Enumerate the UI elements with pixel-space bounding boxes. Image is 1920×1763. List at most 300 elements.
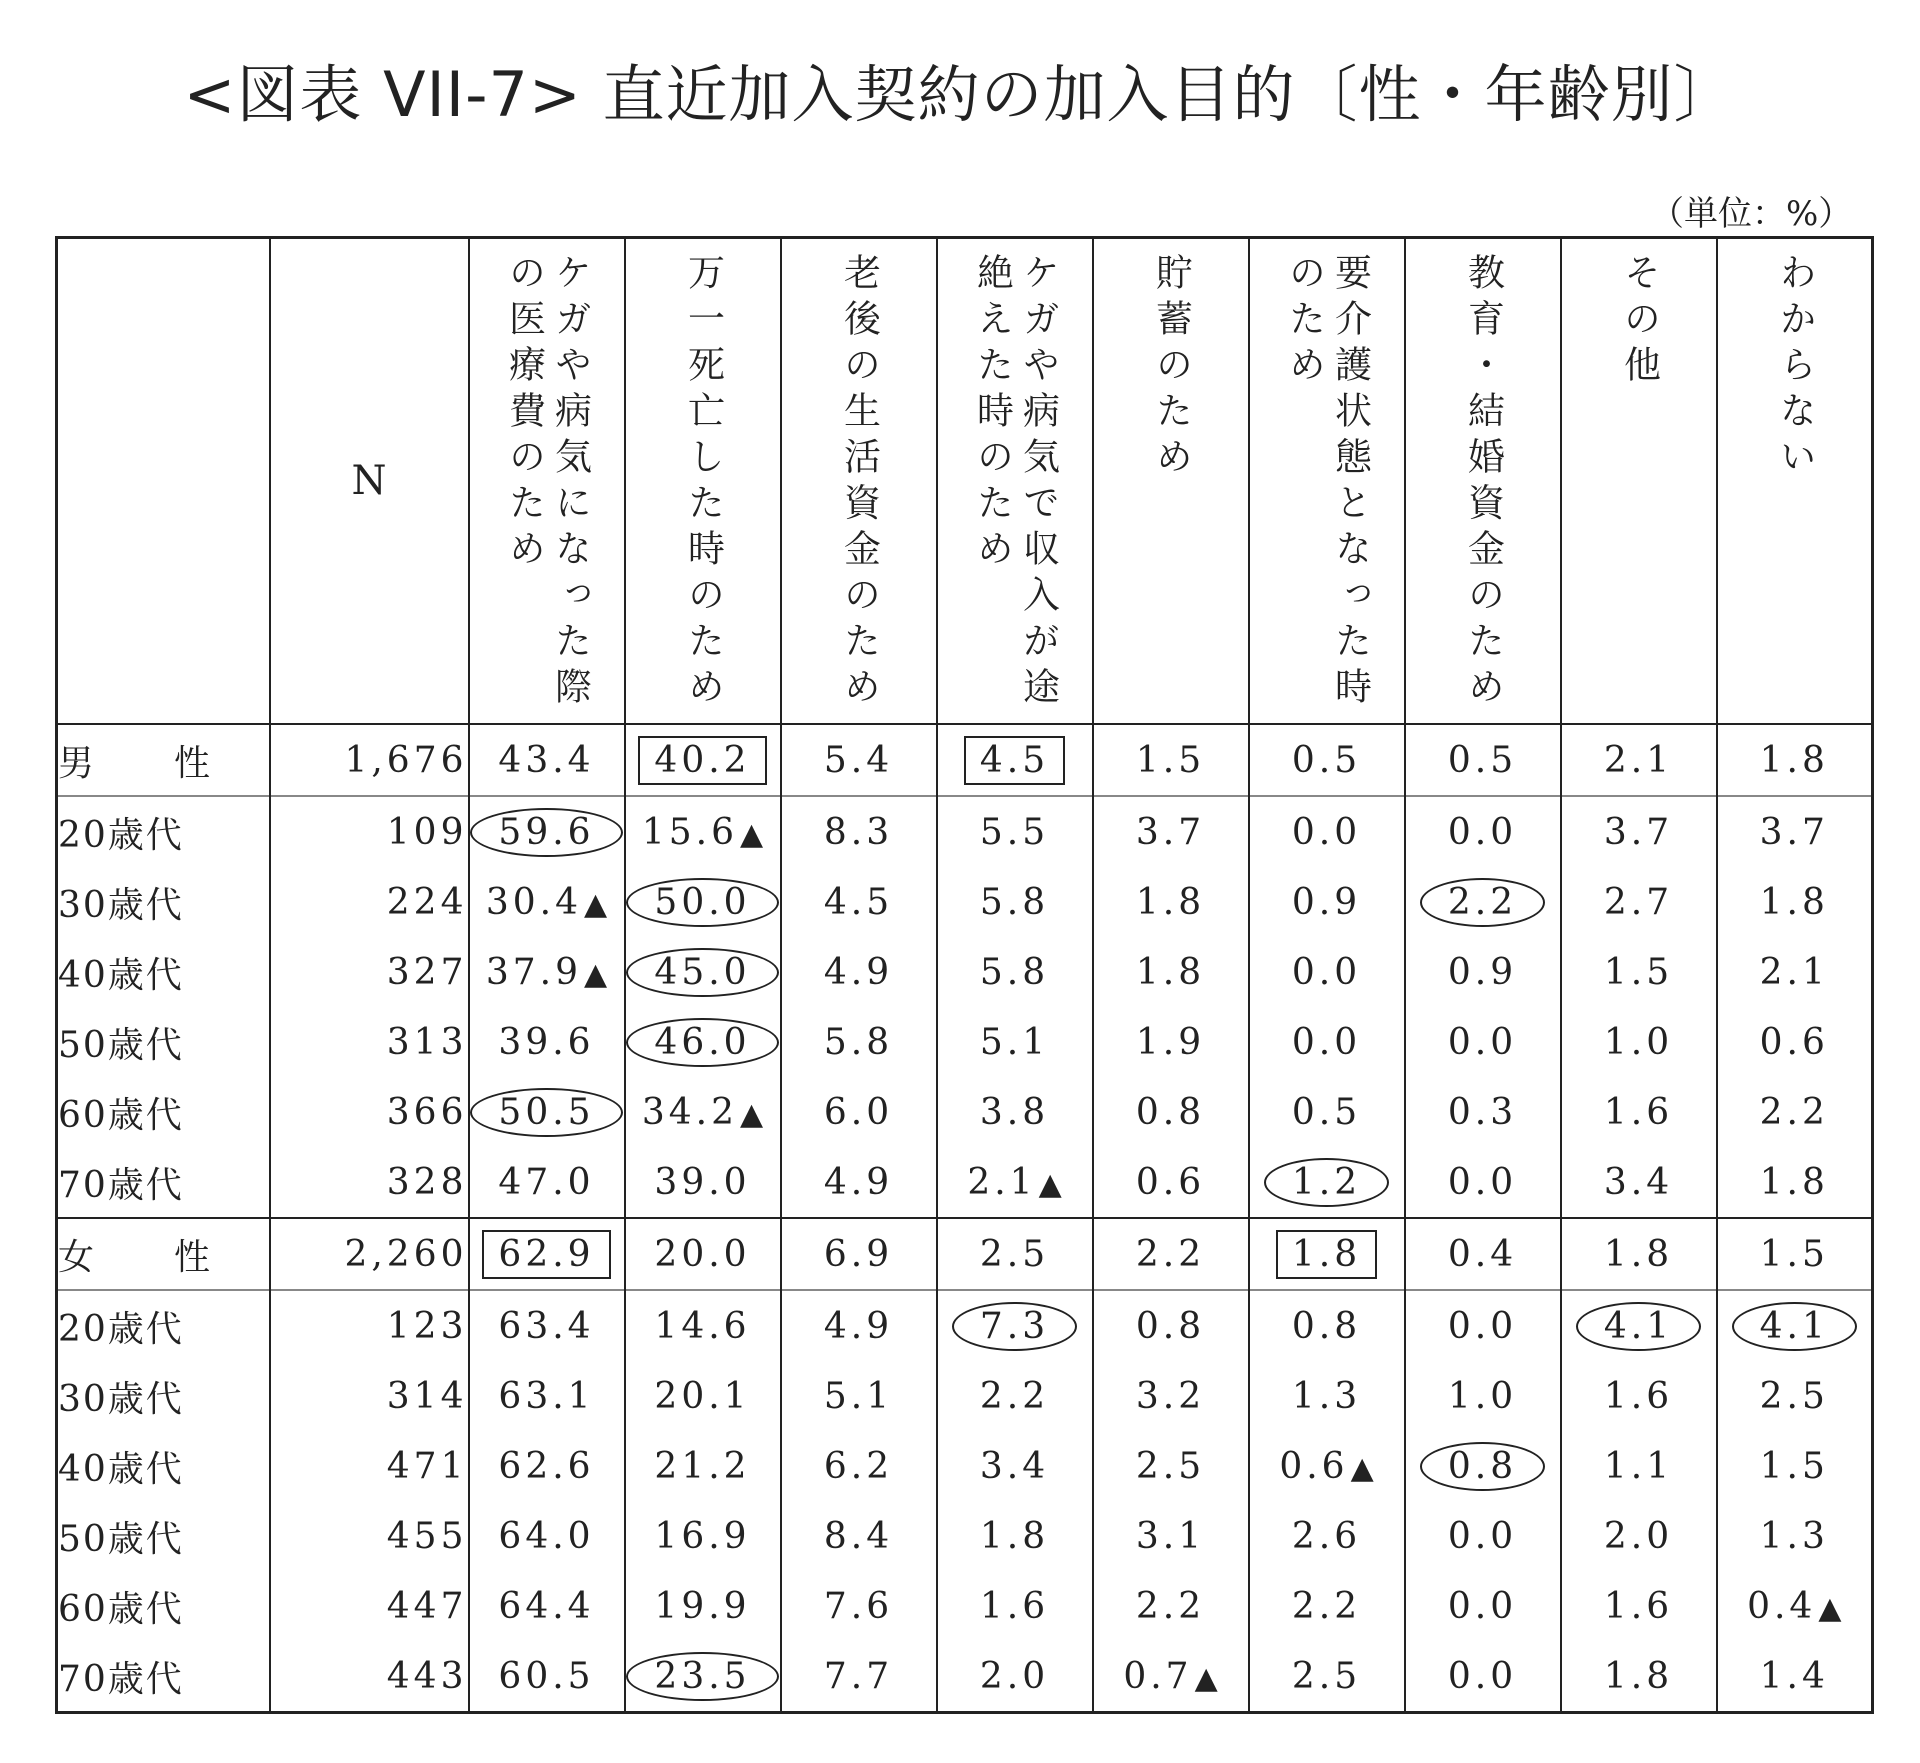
cell-value: 0.3 xyxy=(1447,1091,1518,1133)
cell-value: 39.0 xyxy=(654,1161,751,1203)
triangle-marker-icon: ▲ xyxy=(1350,1450,1374,1486)
value-cell xyxy=(1561,1641,1717,1713)
value-cell xyxy=(1249,1361,1405,1431)
value-cell xyxy=(625,724,781,796)
value-cell xyxy=(1249,1007,1405,1077)
cell-value: 34.2 xyxy=(641,1091,739,1133)
cell-value: 0.6 xyxy=(1279,1445,1349,1487)
value-cell xyxy=(781,1147,937,1218)
value-cell xyxy=(1717,1431,1873,1501)
value-cell xyxy=(937,1007,1093,1077)
cell-value: 2.2 xyxy=(1759,1091,1829,1133)
cell-value: 4.9 xyxy=(823,1305,894,1347)
cell-value: 64.0 xyxy=(498,1515,595,1557)
value-cell xyxy=(1717,724,1873,796)
cell-value: 6.2 xyxy=(823,1445,894,1487)
value-cell xyxy=(937,1147,1093,1218)
cell-value: 7.6 xyxy=(823,1585,894,1627)
row-label: 20歳代 xyxy=(57,796,270,867)
value-cell xyxy=(937,1431,1093,1501)
value-cell xyxy=(1405,1431,1561,1501)
value-cell xyxy=(1249,1641,1405,1713)
value-cell xyxy=(937,1290,1093,1361)
boxed-value: 40.2 xyxy=(638,736,766,785)
cell-value: 0.9 xyxy=(1291,881,1362,923)
cell-value: 14.6 xyxy=(654,1305,751,1347)
value-cell xyxy=(1561,1431,1717,1501)
cell-value: 0.0 xyxy=(1447,1655,1518,1697)
circled-value: 0.8 xyxy=(1420,1442,1545,1491)
cell-value: 3.4 xyxy=(1603,1161,1674,1203)
triangle-marker-icon: ▲ xyxy=(740,1096,764,1132)
cell-value: 63.4 xyxy=(498,1305,595,1347)
value-cell xyxy=(1561,867,1717,937)
cell-value: 447 xyxy=(386,1585,468,1627)
cell-value: 21.2 xyxy=(654,1445,751,1487)
cell-value: 1.3 xyxy=(1291,1375,1362,1417)
row-label: 40歳代 xyxy=(57,937,270,1007)
unit-note: （単位：%） xyxy=(1650,194,1853,234)
header-income-loss: ケガや病気で収入が途 絶えた時のため xyxy=(937,238,1093,725)
value-cell xyxy=(469,1361,625,1431)
value-cell xyxy=(1561,1571,1717,1641)
cell-value: 1.4 xyxy=(1759,1655,1829,1697)
cell-value: 5.8 xyxy=(979,881,1050,923)
value-cell xyxy=(1405,1147,1561,1218)
cell-value: 2.5 xyxy=(1291,1655,1362,1697)
value-cell xyxy=(781,1641,937,1713)
cell-value: 224 xyxy=(386,881,468,923)
value-cell xyxy=(1093,1431,1249,1501)
value-cell xyxy=(781,1218,937,1290)
header-medical: ケガや病気になった際 の医療費のため xyxy=(469,238,625,725)
value-cell xyxy=(1717,1361,1873,1431)
table-row xyxy=(57,796,1873,867)
value-cell xyxy=(1093,1361,1249,1431)
cell-value: 0.0 xyxy=(1447,1161,1518,1203)
value-cell xyxy=(469,867,625,937)
value-cell xyxy=(781,1290,937,1361)
n-cell xyxy=(270,1147,469,1218)
value-cell xyxy=(1405,937,1561,1007)
cell-value: 1.8 xyxy=(1759,1161,1829,1203)
table-row xyxy=(57,1571,1873,1641)
cell-value: 2.6 xyxy=(1291,1515,1362,1557)
cell-value: 2.7 xyxy=(1603,881,1674,923)
row-label: 30歳代 xyxy=(57,867,270,937)
table-row xyxy=(57,1501,1873,1571)
value-cell xyxy=(1717,1641,1873,1713)
cell-value: 8.4 xyxy=(823,1515,894,1557)
value-cell xyxy=(1405,867,1561,937)
cell-value: 0.9 xyxy=(1447,951,1518,993)
cell-value: 0.0 xyxy=(1291,811,1362,853)
value-cell xyxy=(1093,796,1249,867)
value-cell xyxy=(1561,1147,1717,1218)
cell-value: 1.3 xyxy=(1759,1515,1829,1557)
cell-value: 63.1 xyxy=(498,1375,595,1417)
value-cell xyxy=(1249,1147,1405,1218)
value-cell xyxy=(937,867,1093,937)
cell-value: 0.0 xyxy=(1291,1021,1362,1063)
cell-value: 1.8 xyxy=(1135,881,1206,923)
value-cell xyxy=(1717,1290,1873,1361)
cell-value: 455 xyxy=(386,1515,468,1557)
value-cell xyxy=(937,1218,1093,1290)
cell-value: 6.9 xyxy=(823,1233,894,1275)
value-cell xyxy=(1717,1501,1873,1571)
n-cell xyxy=(270,796,469,867)
cell-value: 0.0 xyxy=(1447,1021,1518,1063)
value-cell xyxy=(781,724,937,796)
cell-value: 1.8 xyxy=(1759,881,1829,923)
value-cell xyxy=(937,724,1093,796)
value-cell xyxy=(1561,1290,1717,1361)
triangle-marker-icon: ▲ xyxy=(1818,1590,1842,1626)
header-n: N xyxy=(270,238,469,725)
value-cell xyxy=(469,1290,625,1361)
table-body xyxy=(57,724,1873,1713)
value-cell xyxy=(1717,1077,1873,1147)
n-cell xyxy=(270,1290,469,1361)
cell-value: 3.2 xyxy=(1135,1375,1206,1417)
value-cell xyxy=(781,1361,937,1431)
n-cell xyxy=(270,867,469,937)
value-cell xyxy=(937,1077,1093,1147)
value-cell xyxy=(1249,937,1405,1007)
circled-value: 7.3 xyxy=(952,1302,1077,1351)
row-label: 50歳代 xyxy=(57,1007,270,1077)
value-cell xyxy=(625,1077,781,1147)
cell-value: 314 xyxy=(386,1375,468,1417)
value-cell xyxy=(625,796,781,867)
value-cell xyxy=(1561,1501,1717,1571)
cell-value: 0.0 xyxy=(1447,811,1518,853)
value-cell xyxy=(1405,724,1561,796)
cell-value: 2.2 xyxy=(1135,1585,1206,1627)
value-cell xyxy=(625,1147,781,1218)
cell-value: 1.8 xyxy=(1759,739,1829,781)
cell-value: 1.6 xyxy=(1603,1375,1674,1417)
n-cell xyxy=(270,1218,469,1290)
row-label: 60歳代 xyxy=(57,1571,270,1641)
cell-value: 39.6 xyxy=(498,1021,595,1063)
header-retirement: 老後の生活資金のため xyxy=(781,238,937,725)
value-cell xyxy=(469,1571,625,1641)
cell-value: 0.8 xyxy=(1135,1091,1206,1133)
cell-value: 19.9 xyxy=(654,1585,751,1627)
circled-value: 4.1 xyxy=(1576,1302,1701,1351)
value-cell xyxy=(781,1501,937,1571)
cell-value: 0.7 xyxy=(1123,1655,1193,1697)
table-row xyxy=(57,1290,1873,1361)
cell-value: 5.5 xyxy=(979,811,1050,853)
cell-value: 1.6 xyxy=(1603,1091,1674,1133)
cell-value: 62.6 xyxy=(498,1445,595,1487)
cell-value: 2.1 xyxy=(1603,739,1674,781)
cell-value: 1.5 xyxy=(1135,739,1206,781)
value-cell xyxy=(1561,937,1717,1007)
row-label: 50歳代 xyxy=(57,1501,270,1571)
cell-value: 0.5 xyxy=(1291,739,1362,781)
value-cell xyxy=(781,1007,937,1077)
value-cell xyxy=(1717,1147,1873,1218)
n-cell xyxy=(270,1007,469,1077)
n-cell xyxy=(270,937,469,1007)
value-cell xyxy=(1249,796,1405,867)
cell-value: 20.0 xyxy=(654,1233,751,1275)
circled-value: 1.2 xyxy=(1264,1158,1389,1207)
cell-value: 328 xyxy=(386,1161,468,1203)
table-row xyxy=(57,1007,1873,1077)
value-cell xyxy=(1093,1290,1249,1361)
cell-value: 1.5 xyxy=(1759,1233,1829,1275)
cell-value: 2.5 xyxy=(1759,1375,1829,1417)
cell-value: 1.1 xyxy=(1603,1445,1674,1487)
row-label: 60歳代 xyxy=(57,1077,270,1147)
cell-value: 327 xyxy=(386,951,468,993)
value-cell xyxy=(1093,1571,1249,1641)
header-savings: 貯蓄のため xyxy=(1093,238,1249,725)
cell-value: 64.4 xyxy=(498,1585,595,1627)
cell-value: 1.5 xyxy=(1603,951,1674,993)
value-cell xyxy=(1561,796,1717,867)
value-cell xyxy=(469,724,625,796)
cell-value: 1.8 xyxy=(1135,951,1206,993)
value-cell xyxy=(1093,1641,1249,1713)
n-cell xyxy=(270,1361,469,1431)
value-cell xyxy=(937,1641,1093,1713)
value-cell xyxy=(1717,796,1873,867)
value-cell xyxy=(469,1077,625,1147)
cell-value: 109 xyxy=(386,811,468,853)
table-row xyxy=(57,867,1873,937)
cell-value: 2.2 xyxy=(1135,1233,1206,1275)
value-cell xyxy=(781,1571,937,1641)
cell-value: 5.1 xyxy=(823,1375,894,1417)
cell-value: 1.8 xyxy=(1603,1233,1674,1275)
value-cell xyxy=(1249,724,1405,796)
value-cell xyxy=(1717,937,1873,1007)
cell-value: 0.6 xyxy=(1759,1021,1829,1063)
data-table xyxy=(55,236,1874,1714)
value-cell xyxy=(781,937,937,1007)
circled-value: 4.1 xyxy=(1732,1302,1857,1351)
value-cell xyxy=(1405,1641,1561,1713)
cell-value: 43.4 xyxy=(498,739,595,781)
cell-value: 1.0 xyxy=(1603,1021,1674,1063)
value-cell xyxy=(1405,796,1561,867)
row-label: 30歳代 xyxy=(57,1361,270,1431)
cell-value: 5.4 xyxy=(823,739,894,781)
cell-value: 15.6 xyxy=(641,811,739,853)
header-death: 万一死亡した時のため xyxy=(625,238,781,725)
value-cell xyxy=(625,1571,781,1641)
value-cell xyxy=(469,1147,625,1218)
cell-value: 313 xyxy=(386,1021,468,1063)
value-cell xyxy=(1405,1501,1561,1571)
cell-value: 1.9 xyxy=(1135,1021,1206,1063)
value-cell xyxy=(1717,1218,1873,1290)
value-cell xyxy=(469,1218,625,1290)
cell-value: 4.5 xyxy=(823,881,894,923)
table-row xyxy=(57,937,1873,1007)
value-cell xyxy=(625,937,781,1007)
cell-value: 0.0 xyxy=(1447,1305,1518,1347)
value-cell xyxy=(1561,724,1717,796)
cell-value: 3.1 xyxy=(1135,1515,1206,1557)
cell-value: 0.8 xyxy=(1291,1305,1362,1347)
value-cell xyxy=(1093,1501,1249,1571)
n-cell xyxy=(270,1501,469,1571)
circled-value: 59.6 xyxy=(470,808,622,857)
value-cell xyxy=(937,1571,1093,1641)
circled-value: 23.5 xyxy=(626,1652,778,1701)
n-cell xyxy=(270,724,469,796)
value-cell xyxy=(1561,1077,1717,1147)
cell-value: 1.8 xyxy=(1603,1655,1674,1697)
header-unknown: わからない xyxy=(1717,238,1873,725)
table-row xyxy=(57,1147,1873,1218)
row-label: 20歳代 xyxy=(57,1290,270,1361)
cell-value: 2.0 xyxy=(979,1655,1050,1697)
value-cell xyxy=(937,1361,1093,1431)
cell-value: 0.5 xyxy=(1447,739,1518,781)
value-cell xyxy=(781,796,937,867)
value-cell xyxy=(1405,1077,1561,1147)
value-cell xyxy=(625,1290,781,1361)
cell-value: 4.9 xyxy=(823,1161,894,1203)
row-label: 40歳代 xyxy=(57,1431,270,1501)
cell-value: 1.8 xyxy=(979,1515,1050,1557)
cell-value: 443 xyxy=(386,1655,468,1697)
value-cell xyxy=(1405,1290,1561,1361)
value-cell xyxy=(1093,1077,1249,1147)
value-cell xyxy=(781,867,937,937)
value-cell xyxy=(469,1641,625,1713)
value-cell xyxy=(1249,1571,1405,1641)
cell-value: 3.7 xyxy=(1135,811,1206,853)
circled-value: 46.0 xyxy=(626,1018,778,1067)
boxed-value: 62.9 xyxy=(482,1230,610,1279)
value-cell xyxy=(1717,1007,1873,1077)
value-cell xyxy=(1717,867,1873,937)
value-cell xyxy=(781,1077,937,1147)
cell-value: 8.3 xyxy=(823,811,894,853)
value-cell xyxy=(1405,1218,1561,1290)
cell-value: 2.5 xyxy=(1135,1445,1206,1487)
value-cell xyxy=(937,937,1093,1007)
value-cell xyxy=(1249,1218,1405,1290)
cell-value: 366 xyxy=(386,1091,468,1133)
row-label: 70歳代 xyxy=(57,1147,270,1218)
cell-value: 30.4 xyxy=(485,881,583,923)
value-cell xyxy=(469,1501,625,1571)
value-cell xyxy=(1717,1571,1873,1641)
value-cell xyxy=(937,1501,1093,1571)
value-cell xyxy=(1249,867,1405,937)
cell-value: 2.1 xyxy=(967,1161,1037,1203)
cell-value: 1.5 xyxy=(1759,1445,1829,1487)
value-cell xyxy=(625,867,781,937)
circled-value: 2.2 xyxy=(1420,878,1545,927)
value-cell xyxy=(625,1007,781,1077)
value-cell xyxy=(1249,1290,1405,1361)
triangle-marker-icon: ▲ xyxy=(1194,1660,1218,1696)
cell-value: 5.8 xyxy=(979,951,1050,993)
cell-value: 2.5 xyxy=(979,1233,1050,1275)
row-label: 男 性 xyxy=(57,724,270,796)
value-cell xyxy=(1561,1361,1717,1431)
circled-value: 50.5 xyxy=(470,1088,622,1137)
cell-value: 2,260 xyxy=(344,1233,468,1275)
n-cell xyxy=(270,1571,469,1641)
cell-value: 4.9 xyxy=(823,951,894,993)
cell-value: 1.0 xyxy=(1447,1375,1518,1417)
value-cell xyxy=(1249,1501,1405,1571)
value-cell xyxy=(625,1641,781,1713)
value-cell xyxy=(1093,867,1249,937)
value-cell xyxy=(1405,1007,1561,1077)
table-row xyxy=(57,1077,1873,1147)
n-cell xyxy=(270,1641,469,1713)
cell-value: 2.1 xyxy=(1759,951,1829,993)
value-cell xyxy=(469,796,625,867)
header-row xyxy=(57,238,1873,725)
table-row xyxy=(57,1431,1873,1501)
cell-value: 7.7 xyxy=(823,1655,894,1697)
cell-value: 3.7 xyxy=(1603,811,1674,853)
cell-value: 1.6 xyxy=(1603,1585,1674,1627)
triangle-marker-icon: ▲ xyxy=(1038,1166,1062,1202)
value-cell xyxy=(937,796,1093,867)
n-cell xyxy=(270,1431,469,1501)
triangle-marker-icon: ▲ xyxy=(584,956,608,992)
value-cell xyxy=(1093,1218,1249,1290)
cell-value: 123 xyxy=(386,1305,468,1347)
cell-value: 0.0 xyxy=(1291,951,1362,993)
cell-value: 471 xyxy=(386,1445,468,1487)
cell-value: 1.6 xyxy=(979,1585,1050,1627)
n-cell xyxy=(270,1077,469,1147)
value-cell xyxy=(1093,724,1249,796)
cell-value: 1,676 xyxy=(344,739,468,781)
table-row xyxy=(57,1361,1873,1431)
cell-value: 47.0 xyxy=(498,1161,595,1203)
header-education: 教育・結婚資金のため xyxy=(1405,238,1561,725)
table-row-total xyxy=(57,724,1873,796)
value-cell xyxy=(1249,1431,1405,1501)
circled-value: 50.0 xyxy=(626,878,778,927)
cell-value: 20.1 xyxy=(654,1375,751,1417)
cell-value: 0.6 xyxy=(1135,1161,1206,1203)
row-label: 70歳代 xyxy=(57,1641,270,1713)
cell-value: 3.8 xyxy=(979,1091,1050,1133)
boxed-value: 1.8 xyxy=(1276,1230,1377,1279)
value-cell xyxy=(1249,1077,1405,1147)
triangle-marker-icon: ▲ xyxy=(740,816,764,852)
cell-value: 0.5 xyxy=(1291,1091,1362,1133)
value-cell xyxy=(1093,937,1249,1007)
header-other: その他 xyxy=(1561,238,1717,725)
cell-value: 16.9 xyxy=(654,1515,751,1557)
triangle-marker-icon: ▲ xyxy=(584,886,608,922)
row-label: 女 性 xyxy=(57,1218,270,1290)
value-cell xyxy=(625,1501,781,1571)
cell-value: 37.9 xyxy=(485,951,583,993)
cell-value: 3.4 xyxy=(979,1445,1050,1487)
value-cell xyxy=(625,1361,781,1431)
